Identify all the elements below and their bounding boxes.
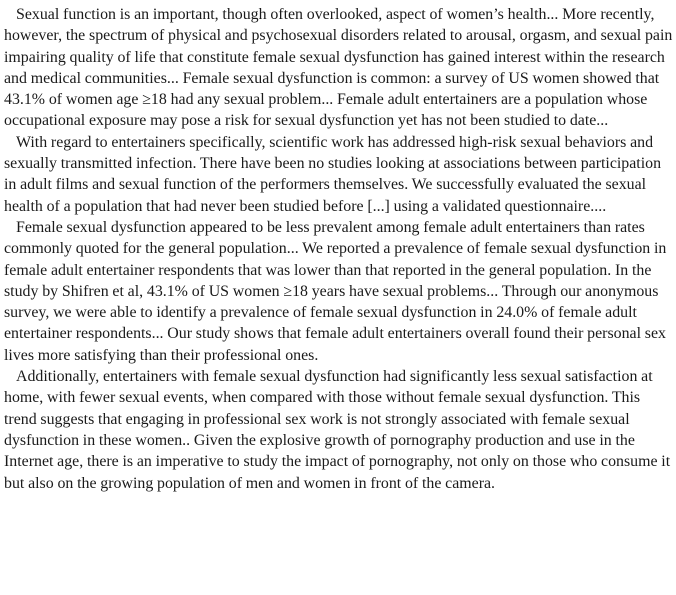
paragraph: Female sexual dysfunction appeared to be less prevalent among female adult entertainers than rates commonly quoted for the general population... We reported a prevalence of female sexual dysfunction in female adult entertainer respondents that was lower than that reported in the general population. In the study by Shifren et al, 43.1% of US women ≥18 years have sexual problems... Through our anonymous survey, we were able to identify a prevalence of female sexual dysfunction in 24.0% of female adult entertainer respondents... Our study shows that female adult entertainers overall found their personal sex lives more satisfying than their professional ones. [4, 218, 667, 364]
paragraph: Sexual function is an important, though often overlooked, aspect of women’s health... More recently, however, the spectrum of physical and psychosexual disorders related to arousal, orgasm, and sexual pain impairing quality of life that constitute female sexual dysfunction has gained interest within the research and medical communities... Female sexual dysfunction is common: a survey of US women showed that 43.1% of women age ≥18 had any sexual problem... Female adult entertainers are a population whose occupational exposure may pose a risk for sexual dysfunction yet has not been studied to date... [4, 6, 673, 130]
paragraph: With regard to entertainers specifically, scientific work has addressed high-risk sexual behaviors and sexually transmitted infection. There have been no studies looking at associations between participation in adult films and sexual function of the performers themselves. We successfully evaluated the sexual health of a population that had never been studied before [...] using a validated questionnaire.... [4, 133, 662, 215]
paragraph: Additionally, entertainers with female sexual dysfunction had significantly less sexual satisfaction at home, with fewer sexual events, when compared with those without female sexual dysfunction. This trend suggests that engaging in professional sex work is not strongly associated with female sexual dysfunction in these women.. Given the explosive growth of pornography production and use in the Internet age, there is an imperative to study the impact of pornography, not only on those who consume it but also on the growing population of men and women in front of the camera. [4, 368, 671, 492]
